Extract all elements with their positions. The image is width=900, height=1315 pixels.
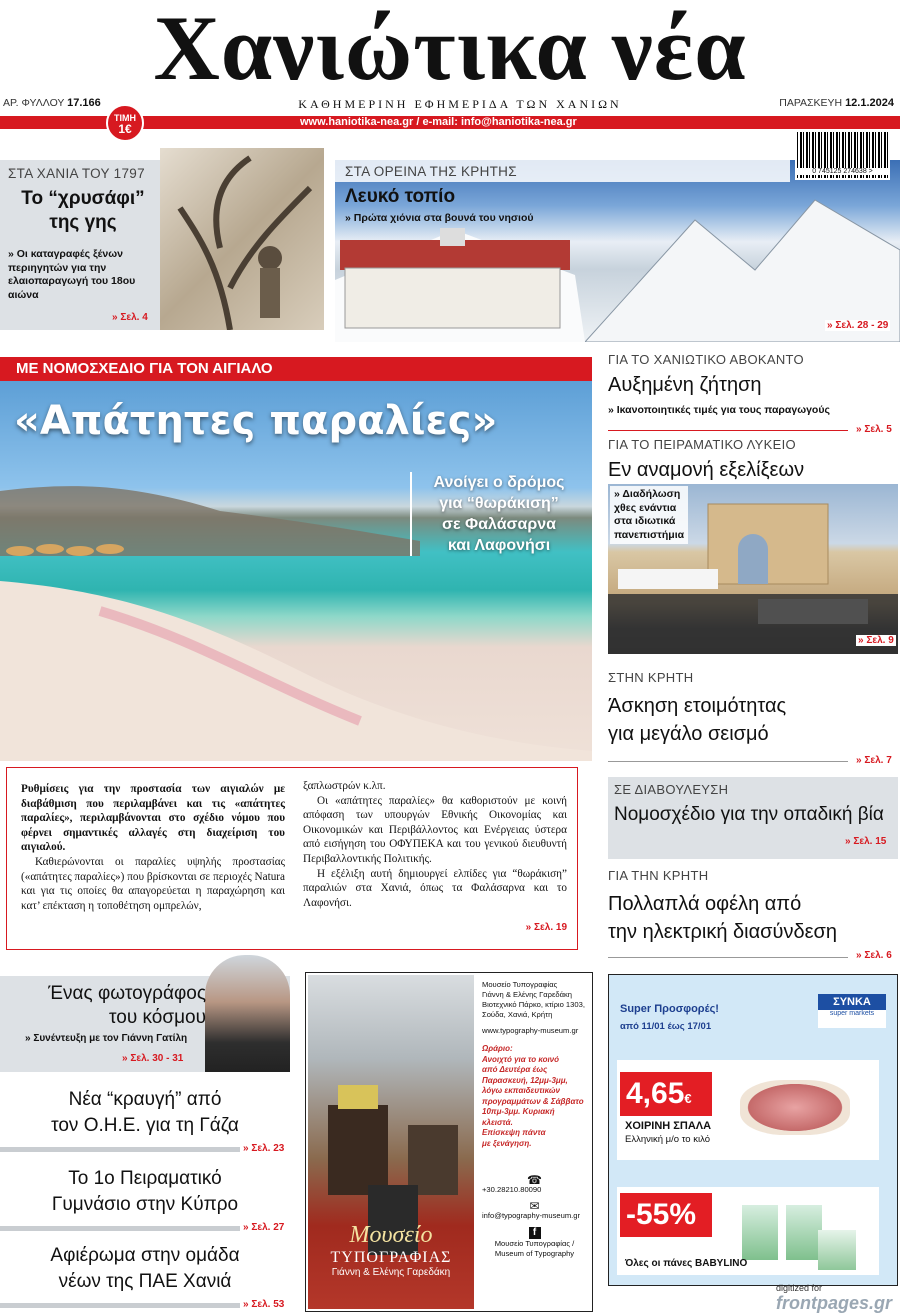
rc5-title [608, 890, 837, 946]
museum-hours-l7: Επίσκεψη πάντα [482, 1128, 546, 1137]
rc4-page[interactable] [845, 836, 886, 847]
top-left-page[interactable] [112, 312, 148, 323]
museum-logo-script: Μουσείο [349, 1222, 433, 1248]
rc5-page-text: » Σελ. 6 [856, 950, 892, 961]
price-label: ΤΙΜΗ [114, 113, 136, 123]
issue-info [3, 97, 101, 109]
email-icon: ✉ [529, 1199, 540, 1213]
lead-title: «Απάτητες παραλίες» [14, 398, 498, 444]
photographer-portrait [205, 955, 290, 1072]
bl-item1-page[interactable] [243, 1143, 284, 1154]
museum-phone[interactable]: +30.28210.80090 [482, 1185, 542, 1194]
lead-subtitle [410, 472, 580, 556]
museum-hours-l5: προγραμμάτων & Σάββατο [482, 1096, 584, 1106]
rc3-page[interactable] [856, 755, 892, 766]
diaper-pack-2 [786, 1205, 822, 1260]
lead-article-col1 [21, 782, 285, 913]
photographer-page-text: » Σελ. 30 - 31 [122, 1053, 184, 1064]
issue-number: 17.166 [67, 97, 101, 109]
website-link[interactable]: www.haniotika-nea.gr / e-mail: info@haniotika-nea.gr [300, 116, 577, 128]
synka-brand-sub: super markets [829, 1010, 875, 1017]
diaper-pack-3 [818, 1230, 856, 1270]
top-left-kicker: ΣΤΑ ΧΑΝΙΑ ΤΟΥ 1797 [8, 166, 145, 181]
rc2-page[interactable] [856, 635, 896, 646]
bl-item3-rule [0, 1303, 240, 1308]
museum-website[interactable]: www.typography-museum.gr [482, 1026, 579, 1035]
rc1-summary: » Ικανοποιητικές τιμές για τους παραγωγούς [608, 404, 830, 416]
top-left-title-l2: της γης [49, 212, 117, 233]
tagline: ΚΑΘΗΜΕΡΙΝΗ ΕΦΗΜΕΡΙΔΑ ΤΩΝ ΧΑΝΙΩΝ [298, 97, 622, 111]
museum-social-l1: Μουσείο Τυπογραφίας / [494, 1239, 575, 1248]
bl-item3-page-text: » Σελ. 53 [243, 1299, 285, 1310]
rc2-title: Εν αναμονή εξελίξεων [608, 459, 805, 481]
museum-hours-l8: με ξενάγηση. [482, 1138, 532, 1148]
lead-article-p5: Η εξέλιξη αυτή δημιουργεί ελπίδες για “θωράκιση” παραλιών στα Χανιά, όπως τα Φαλάσαρνα και το Λαφονήσι. [303, 867, 567, 909]
rc1-rule [608, 430, 848, 431]
lead-subtitle-l3: σε Φαλάσαρνα [442, 516, 556, 533]
supermarket-period: από 11/01 έως 17/01 [620, 1021, 712, 1032]
rc5-title-l1: Πολλαπλά οφέλη από [608, 893, 802, 915]
rc1-title: Αυξημένη ζήτηση [608, 374, 762, 396]
lead-article-p2: Καθιερώνονται οι παραλίες υψηλής προστασίας («απάτητες παραλίες») που βρίσκονται σε περιοχές Natura και για τις οποίες θα απαγορεύεται η παραχώρηση και κατ’ επέκταση η τοποθέτηση ομπρελών, [21, 855, 285, 912]
museum-header-l3: Βιοτεχνικό Πάρκο, κτίριο 1303, [482, 1000, 585, 1009]
bl-item2-page-text: » Σελ. 27 [243, 1222, 285, 1233]
lead-article-col2 [303, 779, 567, 910]
barcode-number: 0 745125 274638 > [795, 168, 890, 175]
engraving-image [160, 148, 324, 330]
rc2-summary-l3: στα ιδιωτικά [614, 515, 676, 527]
rc1-page-text: » Σελ. 5 [856, 424, 892, 435]
rc2-summary-l1: » Διαδήλωση [614, 488, 681, 500]
bl-item3-l1: Αφιέρωμα στην ομάδα [50, 1245, 240, 1266]
lead-article-p1: Ρυθμίσεις για την προστασία των αιγιαλών με διαβάθμιση που περιλαμβάνει και τις «απάτητες παραλίες», περιλαμβάνονται στο σχέδιο νόμου που φέρνει σημαντικές αλλαγές στη διαχείριση του αιγιαλού. [21, 783, 285, 854]
lead-page-text: » Σελ. 19 [525, 922, 567, 933]
olive-tree-illustration [160, 148, 324, 330]
frontpages-logo[interactable]: frontpages.gr [776, 1293, 893, 1313]
rc3-title-l2: για μεγάλο σεισμό [608, 723, 769, 745]
bl-item2-l2: Γυμνάσιο στην Κύπρο [51, 1194, 239, 1215]
bl-item3-page[interactable] [243, 1299, 284, 1310]
photographer-summary: » Συνέντευξη με τον Γιάννη Γατίλη [25, 1033, 188, 1044]
museum-hours-l6: 10πμ-3μμ. Κυριακή κλειστά. [482, 1107, 555, 1127]
lead-article-p3: ξαπλωστρών κ.λπ. [303, 780, 386, 792]
museum-logo-main: ΤΥΠΟΓΡΑΦΙΑΣ [330, 1249, 452, 1266]
bl-item2-rule [0, 1226, 240, 1231]
lead-strip: ΜΕ ΝΟΜΟΣΧΕΔΙΟ ΓΙΑ ΤΟΝ ΑΙΓΙΑΛΟ [0, 357, 592, 381]
museum-hours [482, 1044, 587, 1149]
rc5-kicker: ΓΙΑ ΤΗΝ ΚΡΗΤΗ [608, 868, 709, 883]
rc5-page[interactable] [856, 950, 892, 961]
photographer-title-l1: Ένας φωτογράφος [48, 983, 206, 1004]
top-left-page-text: » Σελ. 4 [112, 312, 148, 323]
rc2-summary [610, 486, 688, 544]
top-center-page-text: » Σελ. 28 - 29 [827, 320, 889, 331]
top-center-kicker: ΣΤΑ ΟΡΕΙΝΑ ΤΗΣ ΚΡΗΤΗΣ [345, 164, 517, 179]
rc5-title-l2: την ηλεκτρική διασύνδεση [608, 921, 837, 943]
offer2-discount: -55% [620, 1193, 712, 1237]
photographer-page[interactable] [122, 1053, 183, 1064]
issue-label: ΑΡ. ΦΥΛΛΟΥ [3, 97, 65, 109]
date: 12.1.2024 [845, 97, 894, 109]
supermarket-title: Super Προσφορές! [620, 1003, 719, 1015]
bl-item3-l2: νέων της ΠΑΕ Χανιά [58, 1271, 232, 1292]
rc3-page-text: » Σελ. 7 [856, 755, 892, 766]
bl-item1-l1: Νέα “κραυγή” από [68, 1089, 222, 1110]
diaper-pack-1 [742, 1205, 778, 1260]
facebook-icon[interactable]: f [529, 1227, 541, 1239]
museum-hours-l2: από Δευτέρα έως [482, 1065, 548, 1074]
museum-hours-l3: Παρασκευή, 12μμ-3μμ, [482, 1075, 568, 1085]
day: ΠΑΡΑΣΚΕΥΗ [779, 97, 843, 109]
top-center-title: Λευκό τοπίο [345, 186, 456, 207]
rc2-kicker: ΓΙΑ ΤΟ ΠΕΙΡΑΜΑΤΙΚΟ ΛΥΚΕΙΟ [608, 437, 796, 452]
digitized-label: digitized for [776, 1283, 823, 1293]
top-left-title-l1: Το “χρυσάφι” [21, 188, 145, 209]
lead-article-p4: Οι «απάτητες παραλίες» θα καθοριστούν με κοινή απόφαση των υπουργών Εθνικής Οικονομίας και Οικονομικών και Περιβάλλοντος και Ενέργειας ύστερα από εισήγηση του ΟΦΥΠΕΚΑ και του γενικού διευθυντή Περιβαλλοντικής Πολιτικής. [303, 794, 567, 865]
top-left-story-panel [0, 160, 160, 330]
photographer-title-l2: του κόσμου [109, 1007, 206, 1028]
museum-hours-l1: Ανοιχτό για το κοινό [482, 1054, 560, 1064]
rc3-title [608, 692, 786, 748]
museum-email[interactable]: info@typography-museum.gr [482, 1211, 581, 1220]
rc3-title-l1: Άσκηση ετοιμότητας [608, 695, 787, 717]
museum-hours-title: Ωράριο: [482, 1044, 513, 1053]
rc4-page-text: » Σελ. 15 [845, 836, 887, 847]
museum-logo-sub: Γιάννη & Ελένης Γαρεδάκη [331, 1267, 451, 1278]
rc3-rule [608, 761, 848, 762]
lead-subtitle-l2: για “θωράκιση” [439, 495, 559, 512]
top-center-page[interactable] [825, 320, 890, 331]
pork-image [740, 1080, 850, 1135]
price-value: 1€ [118, 122, 132, 136]
synka-logo [818, 994, 886, 1028]
offer1-price [620, 1072, 712, 1116]
rc4-kicker: ΣΕ ΔΙΑΒΟΥΛΕΥΣΗ [614, 782, 729, 797]
offer2-product: Όλες οι πάνες BABYLINO [625, 1258, 748, 1269]
bl-item2-page[interactable] [243, 1222, 284, 1233]
top-center-summary: » Πρώτα χιόνια στα βουνά του νησιού [345, 212, 534, 224]
price-badge [106, 104, 144, 142]
museum-hours-l4: λόγω εκπαιδευτικών [482, 1086, 560, 1095]
bl-item2 [0, 1166, 290, 1218]
synka-brand: ΣΥΝΚΑ [818, 994, 886, 1010]
bl-item1-page-text: » Σελ. 23 [243, 1143, 285, 1154]
rc3-kicker: ΣΤΗΝ ΚΡΗΤΗ [608, 670, 694, 685]
rc4-title: Νομοσχέδιο για την οπαδική βία [614, 804, 884, 825]
photographer-title [10, 982, 206, 1030]
bl-item3 [0, 1243, 290, 1295]
lead-article [6, 767, 578, 950]
lead-page[interactable] [526, 921, 567, 936]
offer1-product: ΧΟΙΡΙΝΗ ΣΠΑΛΑ [625, 1120, 712, 1132]
bl-item2-l1: Το 1ο Πειραματικό [68, 1168, 222, 1189]
museum-info [482, 980, 587, 1259]
bl-item1 [0, 1087, 290, 1139]
rc2-summary-l2: χθες ενάντια [614, 501, 677, 514]
offer1-product-sub: Ελληνική μ/ο το κιλό [625, 1134, 710, 1145]
museum-header-l4: Σούδα, Χανιά, Κρήτη [482, 1010, 553, 1019]
date-info [779, 97, 894, 109]
bl-item1-rule [0, 1147, 240, 1152]
museum-social-l2: Museum of Typography [494, 1249, 575, 1258]
masthead-title: Χανιώτικα νέα [153, 0, 747, 99]
rc2-page-text: » Σελ. 9 [858, 635, 894, 646]
rc2-summary-l4: πανεπιστήμια [614, 528, 685, 541]
bl-item1-l2: τον Ο.Η.Ε. για τη Γάζα [51, 1115, 239, 1136]
lead-subtitle-l4: και Λαφονήσι [447, 537, 551, 554]
rc1-page[interactable] [856, 424, 892, 435]
top-left-summary: » Οι καταγραφές ξένων περιηγητών για την ελαιοπαραγωγή του 18ου αιώνα [8, 248, 136, 301]
museum-logo [308, 1222, 474, 1278]
lead-subtitle-l1: Ανοίγει ο δρόμος [433, 474, 565, 491]
museum-header-l2: Γιάννη & Ελένης Γαρεδάκη [482, 990, 572, 999]
top-left-title [8, 187, 158, 235]
offer1-price-value: 4,65 [626, 1077, 685, 1110]
offer1-currency: € [684, 1091, 692, 1106]
rc1-kicker: ΓΙΑ ΤΟ ΧΑΝΙΩΤΙΚΟ ΑΒΟΚΑΝΤΟ [608, 352, 804, 367]
museum-header-l1: Μουσείο Τυπογραφίας [482, 980, 558, 989]
rc5-rule [608, 957, 848, 958]
phone-icon: ☎ [527, 1173, 542, 1187]
